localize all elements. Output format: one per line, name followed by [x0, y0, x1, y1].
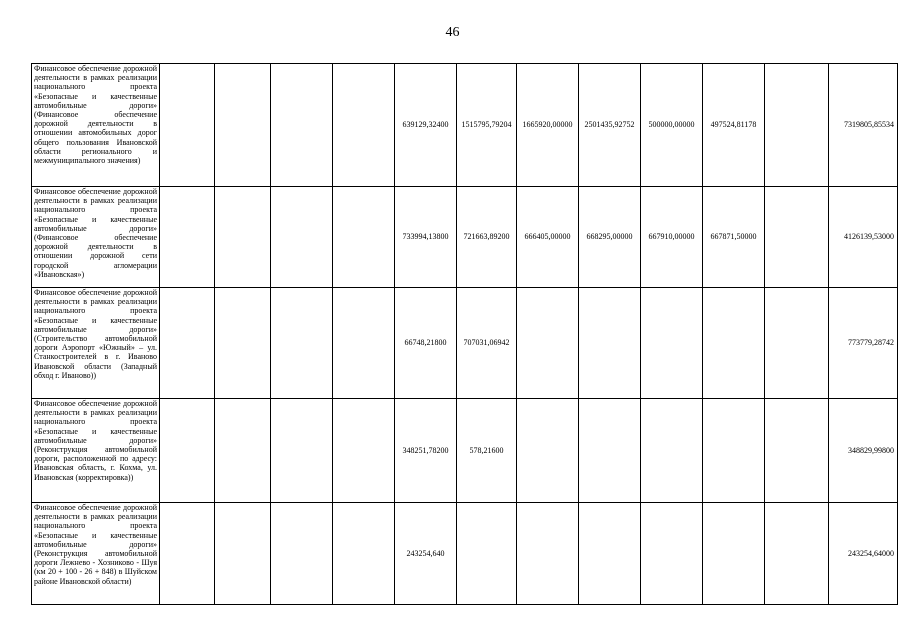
- empty-cell: [333, 503, 395, 605]
- empty-cell: [765, 288, 829, 399]
- empty-cell: [215, 187, 271, 288]
- value-cell: 639129,32400: [395, 64, 457, 187]
- empty-cell: [765, 399, 829, 503]
- value-cell: 578,21600: [457, 399, 517, 503]
- empty-cell: [333, 64, 395, 187]
- value-cell: [457, 503, 517, 605]
- value-cell: 707031,06942: [457, 288, 517, 399]
- empty-cell: [160, 288, 215, 399]
- value-cell: 668295,00000: [579, 187, 641, 288]
- row-description: Финансовое обеспечение дорожной деятельности в рамках реализации национального проекта «Безопасные и качественные автомобильные дороги» (Реконструкция автомобильной дороги, расположенной по адресу: Ивановская область, г. Кохма, ул. Ивановская (корректировка)): [32, 399, 160, 503]
- value-cell: 1515795,79204: [457, 64, 517, 187]
- value-cell: 348251,78200: [395, 399, 457, 503]
- value-cell: [579, 503, 641, 605]
- total-cell: 243254,64000: [829, 503, 898, 605]
- row-description: Финансовое обеспечение дорожной деятельности в рамках реализации национального проекта «Безопасные и качественные автомобильные дороги» (Реконструкция автомобильной дороги Лежнево - Хозниково - Шуя (км 20 + 100 - 26 + 848) в Шуйском районе Ивановской области): [32, 503, 160, 605]
- empty-cell: [271, 288, 333, 399]
- value-cell: [703, 288, 765, 399]
- row-description: Финансовое обеспечение дорожной деятельности в рамках реализации национального проекта «Безопасные и качественные автомобильные дороги» (Строительство автомобильной дороги Аэропорт «Южный» – ул. Станкостроителей в г. Иваново Ивановской области (Западный обход г. Иваново)): [32, 288, 160, 399]
- value-cell: 66748,21800: [395, 288, 457, 399]
- value-cell: 666405,00000: [517, 187, 579, 288]
- empty-cell: [765, 64, 829, 187]
- empty-cell: [160, 503, 215, 605]
- empty-cell: [215, 288, 271, 399]
- value-cell: 667871,50000: [703, 187, 765, 288]
- total-cell: 773779,28742: [829, 288, 898, 399]
- row-description: Финансовое обеспечение дорожной деятельности в рамках реализации национального проекта «Безопасные и качественные автомобильные дороги» (Финансовое обеспечение дорожной деятельности в отношении дорожной сети городской агломерации «Ивановская»): [32, 187, 160, 288]
- table-row: [32, 503, 898, 605]
- page-number: 46: [445, 25, 460, 40]
- value-cell: 497524,81178: [703, 64, 765, 187]
- empty-cell: [765, 503, 829, 605]
- table-row: [32, 64, 898, 187]
- table-row: [32, 399, 898, 503]
- row-description: Финансовое обеспечение дорожной деятельности в рамках реализации национального проекта «Безопасные и качественные автомобильные дороги» (Финансовое обеспечение дорожной деятельности в отношении автомобильных дорог общего пользования Ивановской области регионального и межмуниципального значения): [32, 64, 160, 187]
- empty-cell: [271, 64, 333, 187]
- empty-cell: [765, 187, 829, 288]
- empty-cell: [333, 399, 395, 503]
- value-cell: 1665920,00000: [517, 64, 579, 187]
- value-cell: 667910,00000: [641, 187, 703, 288]
- empty-cell: [160, 187, 215, 288]
- value-cell: [641, 288, 703, 399]
- empty-cell: [271, 399, 333, 503]
- value-cell: 500000,00000: [641, 64, 703, 187]
- budget-table: [31, 63, 898, 605]
- table-row: [32, 288, 898, 399]
- value-cell: [517, 503, 579, 605]
- value-cell: [703, 399, 765, 503]
- value-cell: [517, 288, 579, 399]
- total-cell: 4126139,53000: [829, 187, 898, 288]
- value-cell: [641, 503, 703, 605]
- value-cell: [517, 399, 579, 503]
- table-row: [32, 187, 898, 288]
- value-cell: 733994,13800: [395, 187, 457, 288]
- empty-cell: [333, 187, 395, 288]
- empty-cell: [271, 187, 333, 288]
- empty-cell: [160, 64, 215, 187]
- empty-cell: [271, 503, 333, 605]
- value-cell: 243254,640: [395, 503, 457, 605]
- total-cell: 7319805,85534: [829, 64, 898, 187]
- total-cell: 348829,99800: [829, 399, 898, 503]
- empty-cell: [333, 288, 395, 399]
- value-cell: 2501435,92752: [579, 64, 641, 187]
- value-cell: [703, 503, 765, 605]
- value-cell: [579, 399, 641, 503]
- empty-cell: [215, 503, 271, 605]
- empty-cell: [215, 399, 271, 503]
- value-cell: [641, 399, 703, 503]
- empty-cell: [160, 399, 215, 503]
- value-cell: [579, 288, 641, 399]
- value-cell: 721663,89200: [457, 187, 517, 288]
- empty-cell: [215, 64, 271, 187]
